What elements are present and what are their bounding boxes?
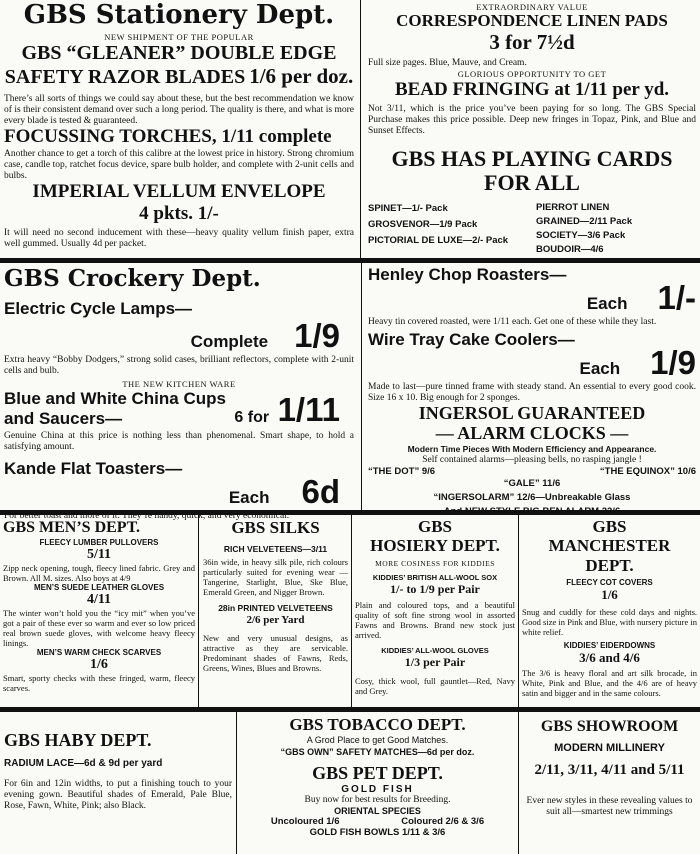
- razor-head-b-line: [4, 64, 354, 91]
- henley-word: Each: [586, 294, 628, 313]
- col-divider-a: [198, 515, 199, 708]
- tobacco-line1: A Grod Place to get Good Matches.: [306, 735, 449, 745]
- torches-body: Another chance to get a torch of this calibre at the lowest price in history. Strong chromium case, candle top, ratchet focus device, spare bulb holder, and complete with 2-unit cells and bulbs.: [4, 149, 354, 181]
- ingersol-body: Self contained alarms—pleasing bells, no rasping jangle !: [422, 455, 642, 465]
- clock-bigben: And NEW STYLE BIG BEN ALARM 22/6: [443, 506, 621, 517]
- card-grained: GRAINED—2/11 Pack: [536, 216, 633, 227]
- cups-head-a: Blue and White China Cups: [4, 389, 226, 408]
- hosiery-p1-body: Plain and coloured tops, and a beautiful quality of soft fine strong wool in assorted Fawns and Browns. Brand new stock just arrived.: [355, 600, 515, 640]
- silks-section: [203, 518, 348, 673]
- manchester-p1-name: FLEECY COT COVERS: [566, 578, 653, 587]
- manchester-p2-name: KIDDIES’ EIDERDOWNS: [563, 641, 656, 650]
- hosiery-title-b: HOSIERY DEPT.: [370, 536, 500, 555]
- col-divider-d: [236, 712, 237, 854]
- col-divider-e: [518, 712, 519, 854]
- henley-price: 1/-: [657, 279, 696, 316]
- hosiery-p2-body: Cosy, thick wool, full gauntlet—Red, Navy and Grey.: [355, 676, 515, 696]
- correspondence-head: CORRESPONDENCE LINEN PADS: [396, 11, 668, 30]
- cards-head-b: FOR ALL: [484, 170, 580, 195]
- mens-p1-name: FLEECY LUMBER PULLOVERS: [39, 538, 159, 547]
- manchester-p1-price: 1/6: [601, 587, 618, 602]
- silks-p1-name: RICH VELVETEENS—3/11: [223, 544, 328, 554]
- toast-body: For better toast and more of it. They’re handy, quick, and very economical.: [4, 511, 290, 521]
- torches-head: FOCUSSING TORCHES, 1/11 complete: [4, 126, 332, 147]
- ingersol-head-a: INGERSOL GUARANTEED: [418, 403, 646, 423]
- showroom-prices: 2/11, 3/11, 4/11 and 5/11: [534, 762, 685, 778]
- haby-title: GBS HABY DEPT.: [4, 730, 152, 750]
- cards-left: [368, 201, 528, 249]
- card-pierrot: PIERROT LINEN: [536, 202, 610, 213]
- haby-section: [4, 730, 232, 812]
- wire-body: Made to last—pure tinned frame with steady stand. An essential to every good cook. Size 16 x 10. Big enough for 2 sponges.: [368, 382, 696, 403]
- card-boudoir: BOUDOIR—4/6: [536, 244, 604, 255]
- razor-kicker: NEW SHIPMENT OF THE POPULAR: [104, 32, 254, 42]
- razor-price: 1/6 per doz.: [249, 64, 354, 88]
- card-spinet: SPINET—1/- Pack: [368, 203, 448, 214]
- uncoloured-price: Uncoloured 1/6: [270, 816, 340, 827]
- mid-vertical-divider: [361, 263, 362, 511]
- razor-head-b: SAFETY RAZOR BLADES: [4, 66, 246, 88]
- horizontal-rule-1: [0, 258, 700, 263]
- lamps-price: 1/9: [294, 317, 340, 354]
- wire-head: Wire Tray Cake Coolers—: [368, 330, 575, 349]
- horizontal-rule-3: [0, 707, 700, 712]
- toast-head: Kande Flat Toasters—: [4, 459, 183, 478]
- silks-title: GBS SILKS: [231, 518, 320, 537]
- lamps-body: Extra heavy “Bobby Dodgers,” strong solid cases, brilliant reflectors, complete with 2-unit cells and bulb.: [4, 355, 354, 376]
- mens-p2-price: 4/11: [86, 592, 112, 607]
- haby-item: RADIUM LACE—6d & 9d per yard: [4, 758, 163, 769]
- showroom-title: GBS SHOWROOM: [540, 718, 679, 735]
- showroom-sub: MODERN MILLINERY: [554, 742, 665, 754]
- hosiery-p1-name: KIDDIES’ BRITISH ALL-WOOL SOX: [372, 573, 498, 582]
- clock-row-1: [368, 466, 696, 477]
- cups-heads: [4, 389, 226, 429]
- top-vertical-divider: [360, 0, 361, 258]
- henley-section: [368, 265, 696, 519]
- crockery-title: GBS Crockery Dept.: [4, 265, 261, 292]
- lamps-price-row: [4, 317, 354, 355]
- mens-p3-body: Smart, sporty checks with these fringed, warm, fleecy scarves.: [3, 673, 195, 693]
- clock-ingersolarm: “INGERSOLARM” 12/6—Unbreakable Glass: [433, 492, 631, 503]
- mens-p2-body: The winter won’t hold you the “icy mit” when you’ve got a pair of these ever so warm and ever so low priced real brown suede gloves, with welcome heavy fleecy linings.: [3, 608, 195, 648]
- hosiery-p1-price: 1/- to 1/9 per Pair: [390, 582, 480, 596]
- razor-body: There’s all sorts of things we could say about these, but the best recommendation we know of is their consistent demand over such a long period. The quality is there, and what is more every blade is tested & guaranteed.: [4, 94, 354, 126]
- silks-p1-body: 36in wide, in heavy silk pile, rich colours particularly suited for evening wear — Tangerine, Starlight, Blue, Ske Blue, Emerald Green, and Nigger Brown.: [203, 557, 348, 597]
- card-grosvenor: GROSVENOR—1/9 Pack: [368, 219, 478, 230]
- bead-head: BEAD FRINGING at 1/11 per yd.: [394, 79, 670, 100]
- ingersol-head-b: — ALARM CLOCKS —: [435, 423, 629, 443]
- clock-dot: “THE DOT” 9/6: [368, 466, 436, 477]
- cups-word: 6 for: [234, 409, 270, 426]
- cups-head-b: and Saucers—: [4, 409, 123, 428]
- correspondence-section: [368, 2, 696, 257]
- bowls-price: GOLD FISH BOWLS 1/11 & 3/6: [309, 827, 446, 838]
- stationery-section: [4, 0, 354, 250]
- fish-price-row: [240, 816, 515, 827]
- razor-head-a: GBS “GLEANER” DOUBLE EDGE: [21, 42, 337, 64]
- henley-head: Henley Chop Roasters—: [368, 265, 567, 284]
- cups-body: Genuine China at this price is nothing less than phenomenal. Smart shape, to hold a satisfying amount.: [4, 431, 354, 452]
- kitchen-kicker: THE NEW KITCHEN WARE: [122, 379, 236, 389]
- goldfish-body: Buy now for best results for Breeding.: [304, 795, 451, 805]
- oriental-head: ORIENTAL SPECIES: [334, 806, 421, 816]
- col-divider-c: [518, 515, 519, 708]
- ingersol-sub: Modern Time Pieces With Modern Efficiency and Appearance.: [407, 444, 657, 454]
- hosiery-section: [355, 518, 515, 696]
- clock-gale: “GALE” 11/6: [503, 478, 561, 489]
- manchester-title-a: GBS: [592, 517, 627, 536]
- bead-body: Not 3/11, which is the price you’ve been paying for so long. The GBS Special Purchase makes this price possible. Deep new fringes in Topaz, Pink, and Blue and Sunset Effects.: [368, 104, 696, 136]
- toast-word: Each: [228, 488, 270, 507]
- tobacco-line2: “GBS OWN” SAFETY MATCHES—6d per doz.: [280, 747, 475, 757]
- toast-price: 6d: [301, 473, 340, 510]
- envelope-body: It will need no second inducement with these—heavy quality vellum finish paper, extra well gummed. Usually 4d per packet.: [4, 228, 354, 249]
- cards-list: [368, 201, 696, 257]
- showroom-body: Ever new styles in these revealing values to suit all—smartest new trimmings: [526, 796, 693, 817]
- hosiery-p2-price: 1/3 per Pair: [404, 655, 466, 669]
- hosiery-p2-name: KIDDIES’ ALL-WOOL GLOVES: [381, 646, 489, 655]
- bead-kicker: GLORIOUS OPPORTUNITY TO GET: [457, 69, 607, 79]
- cards-right: [536, 201, 696, 257]
- mens-p1-price: 5/11: [86, 547, 112, 562]
- card-society: SOCIETY—3/6 Pack: [536, 230, 626, 241]
- mens-p1-body: Zipp neck opening, tough, fleecy lined fabric. Grey and Brown. All M. sizes. Also boys at 4/9: [3, 563, 195, 583]
- crockery-section: [4, 265, 354, 522]
- showroom-section: [522, 718, 697, 818]
- wire-price: 1/9: [650, 344, 696, 381]
- col-divider-b: [351, 515, 352, 708]
- silks-p2-body: New and very unusual designs, as attractive as they are servicable. Predominant shades of Fawns, Reds, Greens, Wines, Blues and Browns.: [203, 633, 348, 673]
- mens-p3-price: 1/6: [90, 657, 108, 672]
- silks-p2-price: 2/6 per Yard: [246, 614, 305, 626]
- correspondence-price: 3 for 7½d: [489, 30, 575, 54]
- henley-body: Heavy tin covered roasted, were 1/11 each. Get one of these while they last.: [368, 317, 657, 327]
- coloured-price: Coloured 2/6 & 3/6: [401, 816, 485, 827]
- cards-head-a: GBS HAS PLAYING CARDS: [391, 146, 673, 171]
- manchester-title-b: MANCHESTER: [548, 536, 671, 555]
- cups-row: [4, 389, 354, 429]
- clock-equinox: “THE EQUINOX” 10/6: [599, 466, 696, 477]
- haby-body: For 6in and 12in widths, to put a finishing touch to your evening gown. Beautiful shades of Emerald, Pale Blue, Rose, Fawn, White, Pink; also Black.: [4, 779, 232, 811]
- manchester-title-c: DEPT.: [585, 556, 634, 575]
- envelope-price: 4 pkts. 1/-: [139, 203, 219, 224]
- tobacco-section: [240, 716, 515, 838]
- manchester-section: [522, 518, 697, 698]
- lamps-head: Electric Cycle Lamps—: [4, 299, 193, 318]
- correspondence-kicker: EXTRAORDINARY VALUE: [476, 2, 588, 12]
- wire-word: Each: [579, 359, 621, 378]
- stationery-title: GBS Stationery Dept.: [23, 0, 335, 30]
- mens-p2-name: MEN’S SUEDE LEATHER GLOVES: [33, 583, 165, 592]
- manchester-p2-price: 3/6 and 4/6: [579, 650, 640, 665]
- hosiery-kicker: MORE COSINESS FOR KIDDIES: [375, 559, 495, 568]
- card-pictorial: PICTORIAL DE LUXE—2/- Pack: [368, 235, 509, 246]
- manchester-p1-body: Snug and cuddly for these cold days and nights. Good size in Pink and Blue, with nursery picture in white relief.: [522, 607, 697, 637]
- envelope-head: IMPERIAL VELLUM ENVELOPE: [32, 181, 326, 202]
- mens-p3-name: MEN’S WARM CHECK SCARVES: [36, 648, 162, 657]
- pet-title: GBS PET DEPT.: [312, 763, 443, 783]
- cups-price: 1/11: [277, 391, 340, 428]
- mens-section: [3, 518, 195, 693]
- manchester-p2-body: The 3/6 is heavy floral and art silk brocade, in White, Pink and Blue, and the 4/6 are of heavy satin and bigger and in the same colours.: [522, 668, 697, 698]
- goldfish-head: GOLD FISH: [341, 784, 414, 795]
- mens-title: GBS MEN’S DEPT.: [3, 519, 141, 536]
- tobacco-title: GBS TOBACCO DEPT.: [289, 715, 466, 734]
- hosiery-title-a: GBS: [417, 517, 453, 536]
- correspondence-body: Full size pages. Blue, Mauve, and Cream.: [368, 58, 527, 68]
- silks-p2-name: 28in PRINTED VELVETEENS: [218, 603, 333, 613]
- lamps-word: Complete: [190, 332, 269, 351]
